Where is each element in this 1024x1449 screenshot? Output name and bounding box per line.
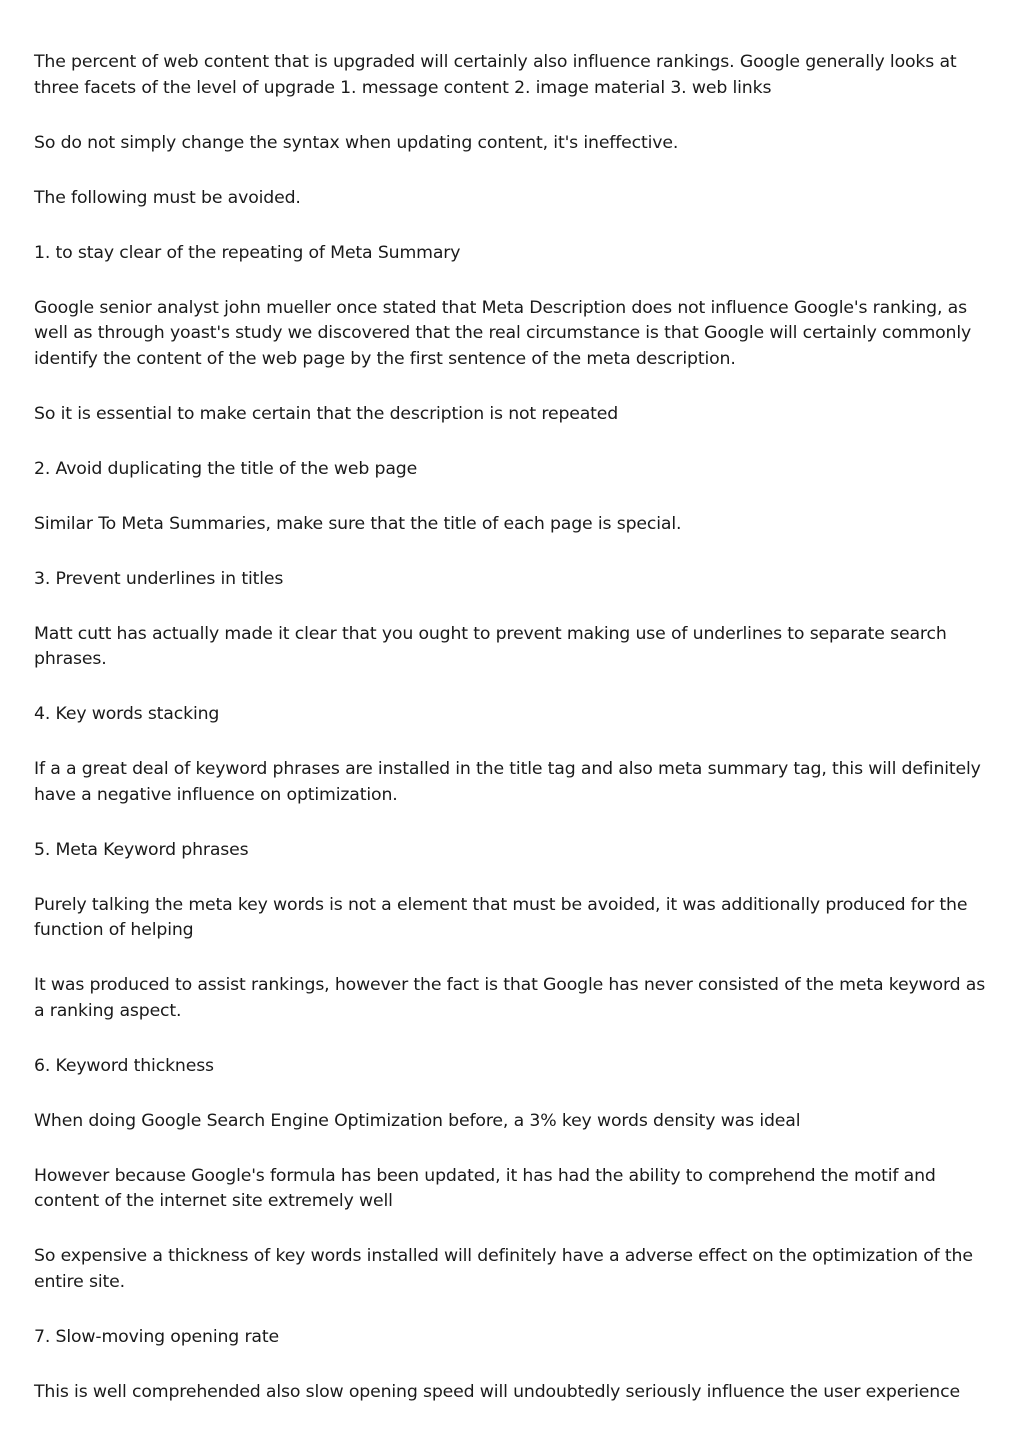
list-heading-3: 3. Prevent underlines in titles xyxy=(34,568,284,589)
paragraph-syntax-warning: So do not simply change the syntax when updating content, it's ineffective. xyxy=(34,132,679,153)
list-heading-7: 7. Slow-moving opening rate xyxy=(34,1326,279,1347)
paragraph-avoid-heading: The following must be avoided. xyxy=(34,187,301,208)
paragraph-underlines: Matt cutt has actually made it clear that you ought to prevent making use of underlines to separate search phrases. xyxy=(34,623,947,669)
document-body xyxy=(34,50,994,1435)
paragraph-density-effect: So expensive a thickness of key words installed will definitely have a adverse effect on the optimization of the entire site. xyxy=(34,1246,973,1292)
paragraph-intro: The percent of web content that is upgraded will certainly also influence rankings. Google generally looks at three facets of the level of upgrade 1. message content 2. image material 3. web links xyxy=(34,52,957,98)
paragraph-keyword-density: When doing Google Search Engine Optimization before, a 3% key words density was ideal xyxy=(34,1110,801,1131)
list-heading-5: 5. Meta Keyword phrases xyxy=(34,839,249,860)
paragraph-meta-keywords: Purely talking the meta key words is not a element that must be avoided, it was additionally produced for the function of helping xyxy=(34,894,968,940)
list-heading-2: 2. Avoid duplicating the title of the web page xyxy=(34,458,418,479)
paragraph-unique-title: Similar To Meta Summaries, make sure that the title of each page is special. xyxy=(34,513,682,534)
paragraph-keyword-stacking: If a a great deal of keyword phrases are installed in the title tag and also meta summary tag, this will definitely have a negative influence on optimization. xyxy=(34,759,981,805)
list-heading-1: 1. to stay clear of the repeating of Meta Summary xyxy=(34,242,461,263)
paragraph-meta-description: Google senior analyst john mueller once stated that Meta Description does not influence Google's ranking, as well as through yoast's study we discovered that the real circumstance is that Google will certainly commonly identify the content of the web page by the first sentence of the meta description. xyxy=(34,297,972,369)
paragraph-algorithm-update: However because Google's formula has been updated, it has had the ability to comprehend the motif and content of the internet site extremely well xyxy=(34,1165,936,1211)
paragraph-description-not-repeated: So it is essential to make certain that the description is not repeated xyxy=(34,403,619,424)
list-heading-4: 4. Key words stacking xyxy=(34,704,220,724)
list-heading-6: 6. Keyword thickness xyxy=(34,1055,214,1076)
paragraph-ranking-aspect: It was produced to assist rankings, however the fact is that Google has never consisted of the meta keyword as a ranking aspect. xyxy=(34,975,986,1021)
paragraph-slow-speed: This is well comprehended also slow opening speed will undoubtedly seriously influence the user experience xyxy=(34,1381,960,1402)
